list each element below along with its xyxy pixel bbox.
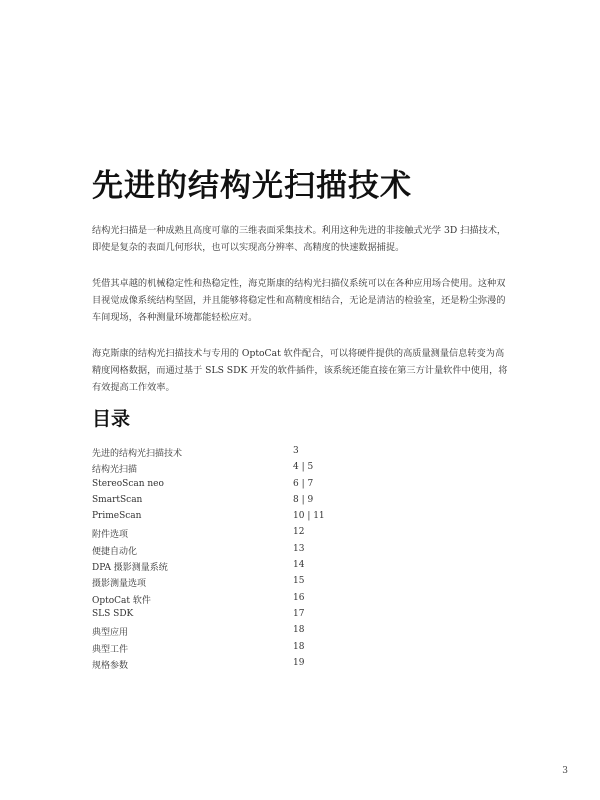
- toc-item-label: OptoCat 软件: [92, 595, 151, 606]
- toc-item[interactable]: [92, 560, 412, 576]
- toc-item[interactable]: [92, 625, 412, 641]
- toc-item[interactable]: [92, 593, 412, 609]
- toc-item[interactable]: [92, 544, 412, 560]
- intro-paragraph: 结构光扫描是一种成熟且高度可靠的三维表面采集技术。利用这种先进的非接触式光学 3D 扫描技术，即使是复杂的表面几何形状，也可以实现高分辨率、高精度的快速数据捕捉。: [92, 225, 507, 253]
- intro-paragraph: 凭借其卓越的机械稳定性和热稳定性，海克斯康的结构光扫描仪系统可以在各种应用场合使用。这种双目视觉成像系统结构坚固，并且能够将稳定性和高精度相结合，无论是清洁的检验室，还是粉尘弥漫的车间现场，各种测量环境都能轻松应对。: [92, 278, 506, 323]
- toc-item[interactable]: [92, 446, 412, 462]
- toc-item-label: 便捷自动化: [92, 546, 138, 557]
- toc-item-label: 先进的结构光扫描技术: [92, 449, 183, 459]
- toc-item-page: 15: [293, 576, 305, 587]
- toc-item-label: DPA 摄影测量系统: [92, 563, 168, 574]
- intro-paragraph: 海克斯康的结构光扫描技术与专用的 OptoCat 软件配合，可以将硬件提供的高质量测量信息转变为高精度网格数据，而通过基于 SLS SDK 开发的软件插件，该系统还能直接在第三方计量软件中使用，将有效提高工作效率。: [92, 348, 508, 393]
- toc-item[interactable]: [92, 495, 412, 511]
- toc-item-label: PrimeScan: [92, 511, 142, 522]
- toc-item-label: SLS SDK: [92, 608, 134, 619]
- toc-item[interactable]: [92, 462, 412, 478]
- page-number: 3: [562, 766, 568, 776]
- toc-item-page: 13: [293, 543, 305, 554]
- toc-item-page: 17: [293, 608, 305, 619]
- toc-item[interactable]: [92, 609, 412, 625]
- toc-item-label: 典型工件: [92, 644, 129, 655]
- toc-item-page: 10 | 11: [293, 511, 325, 522]
- toc-item-label: 摄影测量选项: [92, 579, 147, 590]
- toc-item-label: 规格参数: [92, 660, 129, 671]
- toc-item[interactable]: [92, 642, 412, 658]
- toc-heading: 目录: [92, 408, 131, 430]
- toc-item[interactable]: [92, 527, 412, 543]
- toc-item-label: 结构光扫描: [92, 465, 138, 476]
- toc-item-label: 典型应用: [92, 628, 129, 639]
- toc-item-page: 6 | 7: [293, 478, 314, 489]
- toc-item-page: 14: [293, 560, 305, 571]
- toc-item[interactable]: [92, 658, 412, 674]
- intro-section: [92, 222, 512, 415]
- toc-item-page: 8 | 9: [293, 494, 314, 505]
- page-title: 先进的结构光扫描技术: [92, 168, 412, 204]
- toc-item-page: 18: [293, 625, 305, 636]
- toc-item-label: StereoScan neo: [92, 478, 164, 489]
- toc-item[interactable]: [92, 479, 412, 495]
- toc-item[interactable]: [92, 576, 412, 592]
- toc-item-page: 18: [293, 641, 305, 652]
- table-of-contents: [92, 446, 412, 674]
- toc-item[interactable]: [92, 511, 412, 527]
- toc-item-page: 4 | 5: [293, 462, 314, 473]
- toc-item-label: SmartScan: [92, 494, 143, 505]
- toc-item-page: 3: [293, 446, 299, 456]
- toc-item-page: 12: [293, 527, 305, 538]
- toc-item-label: 附件选项: [92, 530, 129, 541]
- toc-item-page: 19: [293, 657, 305, 668]
- toc-item-page: 16: [293, 592, 305, 603]
